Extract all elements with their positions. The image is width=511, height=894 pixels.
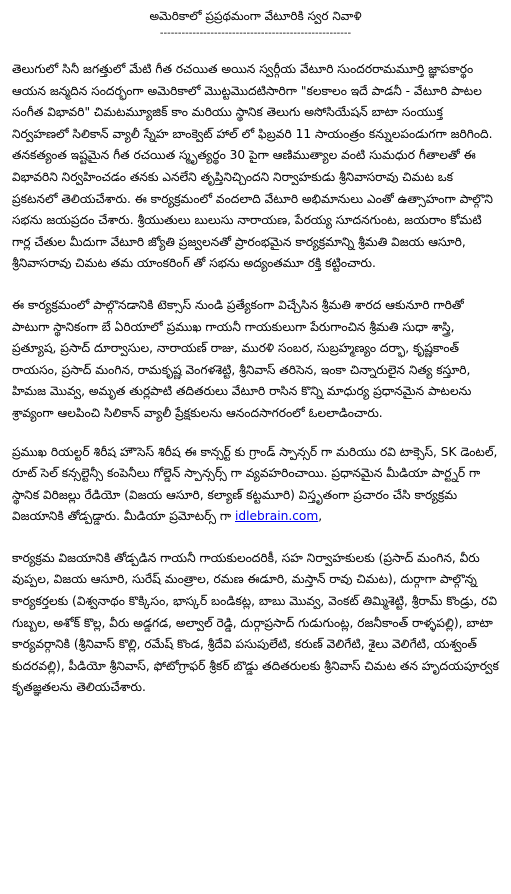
paragraph-thanks: కార్యక్రమ విజయానికి తోడ్పడిన గాయనీ గాయకులందరికీ, సహ నిర్వాహకులకు (ప్రసాద్ మంగిన, వీరు వుప్పల, విజయ ఆసూరి, సురేష్ మంత్రాల, రమణ ఈడూరి, మస్తాన్ రావు చిమట), దుర్గాగా పాల్గొన్న కార్యకర్తలకు (విశ్వనాథం కొక్కిసం, భాస్కర్ బండికట్ల, బాబు మొవ్వ, వెంకట్ తిమ్మిశెట్టి, శ్రీరామ్ కొండ్రు, రవి గుబ్బల, అశోక్ కొల్ల, వీరు అడ్డగడ, అల్వాల్ రెడ్డి, దుర్గాప్రసాద్ గుడుగుంట్ల, రజనీకాంత్ రాళ్ళపల్లి), బాటా కార్యవర్గానికి (శ్రీనివాస్ కొల్లి, రమేష్ కొండ, శ్రీదేవి పసుపులేటి, కరుణ్ వెలిగేటి, శైలు వెలిగేటి, యశ్వంత్ కుదరవల్లి), పీడియో శ్రీనివాస్, ఫోటోగ్రాఫర్ శ్రీకర్ బొడ్డు తదితరులకు శ్రీనివాస్ చిమట తన హృదయపూర్వక కృతజ్ఞతలను తెలియచేశారు. bbox=[12, 550, 499, 695]
title-divider: ----------------------------------------------------- bbox=[159, 28, 352, 39]
paragraph-singers: ఈ కార్యక్రమంలో పాల్గొనడానికి టెక్సాస్ నుండి ప్రత్యేకంగా విచ్చేసిన శ్రీమతి శారద ఆకునూరి గారితో పాటుగా స్థానికంగా బే ఏరియాలో ప్రముఖ గాయనీ గాయకులుగా పేరుగాంచిన శ్రీమతి సుధా శాస్త్రి, ప్రత్యూష, ప్రసాద్ దూర్వాసుల, నారాయణ్ రాజు, మురళి సంబర, సుబ్రహ్మణ్యం దర్భా, కృష్ణకాంత్ రాయసం, ప్రసాద్ మంగిన, రామకృష్ణ వెంగళశెట్టి, శ్రీనివాస్ తరిసెన, ఇంకా చిన్నారులైన నిత్య కస్తూరి, హిమజ మొవ్వ, అమృత తుర్లపాటి తదితరులు వేటూరి రాసిన కొన్ని మాధుర్య ప్రధానమైన పాటలను శ్రావ్యంగా ఆలపించి సిలికాన్ వ్యాలీ ప్రేక్షకులను ఆనందసాగరంలో ఓలలాడించారు. bbox=[12, 297, 472, 420]
article-title: అమెరికాలో ప్రప్రథమంగా వేటూరికి స్వర నివాళి bbox=[149, 9, 362, 23]
sponsors-text: ప్రముఖ రియల్టర్ శిరీష హౌసెస్ శిరీష ఈ కాన్సర్ట్ కు గ్రాండ్ స్పాన్సర్ గా మరియు రవి టాక్సెస్, SK డెంటల్, రూట్ సెల్ కన్సల్టెన్సీ కంపెనీలు గోల్డెన్ స్పాన్సర్స్ గా వ్యవహరించాయి. ప్రధానమైన మీడియా పార్ట్నర్ గా స్థానిక విరిజల్లు రేడియో (విజయ ఆసూరి, కల్యాణ్ కట్టమూరి) విస్తృతంగా ప్రచారం చేసి కార్యక్రమ విజయానికి తోడ్పడ్డారు. మీడియా ప్రమోటర్స్ గా bbox=[12, 444, 498, 524]
idlebrain-link[interactable]: idlebrain.com bbox=[235, 509, 319, 524]
sponsors-text-end: , bbox=[318, 509, 323, 524]
paragraph-event-summary: తెలుగులో సినీ జగత్తులో మేటి గీత రచయిత అయిన స్వర్గీయ వేటూరి సుందరరామమూర్తి జ్ఞాపకార్థం ఆయన జన్మదిన సందర్భంగా అమెరికాలో మొట్టమొదటిసారిగా "కలకాలం ఇదే పాడనీ - వేటూరి పాటల సంగీత విభావరి" చిమటమ్యూజిక్ కాం మరియు స్థానిక తెలుగు అసోసియేషన్ బాటా సంయుక్త నిర్వహణలో సిలికాన్ వ్యాలీ స్నేహ బాంక్వెట్ హాల్ లో ఫిబ్రవరి 11 సాయంత్రం కన్నులపండుగగా జరిగింది. తనకత్యంత ఇష్టమైన గీత రచయిత స్మృత్యర్థం 30 పైగా ఆణిముత్యాల వంటి సుమధుర గీతాలతో ఈ విభావరిని నిర్వహించడం తనకు ఎనలేని తృప్తినిచ్చిందని నిర్వాహకుడు శ్రీనివాసరావు చిమట ఒక ప్రకటనలో తెలియచేశారు. ఈ కార్యక్రమంలో వందలాది వేటూరి అభిమానులు ఎంతో ఉత్సాహంగా పాల్గొని సభను జయప్రదం చేశారు. శ్రీయుతులు బులుసు నారాయణ, పేరయ్య సూదనగుంట, జయరాం కోమటి గార్ల చేతుల మీదుగా వేటూరి జ్యోతి ప్రజ్వలనతో ప్రారంభమైన కార్యక్రమాన్ని శ్రీమతి విజయ ఆసూరి, శ్రీనివాసరావు చిమట తమ యాంకరింగ్ తో సభను అద్యంతమూ రక్తి కట్టించారు. bbox=[12, 62, 493, 271]
paragraph-sponsors bbox=[12, 442, 499, 528]
